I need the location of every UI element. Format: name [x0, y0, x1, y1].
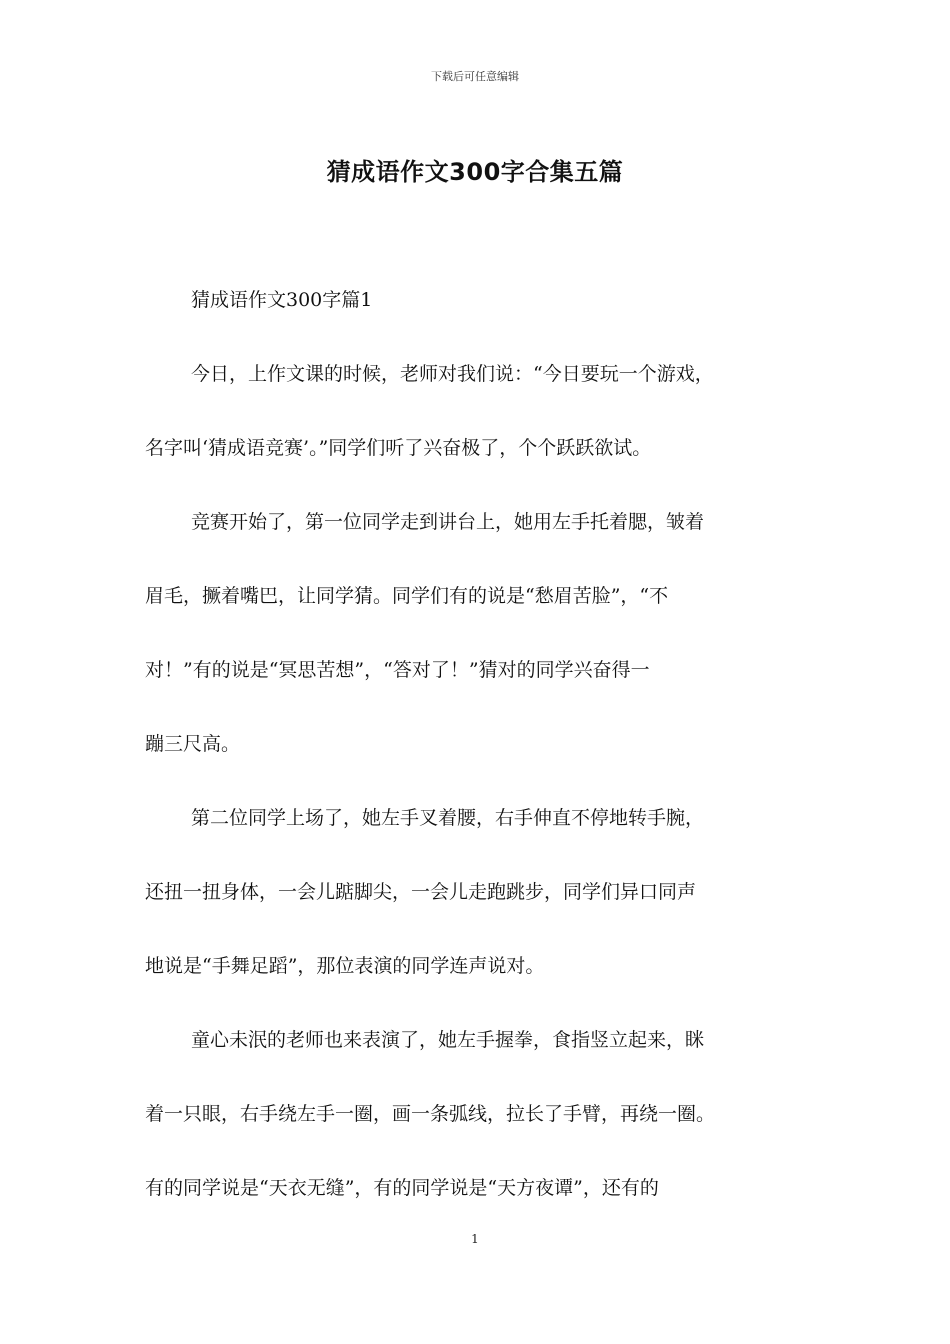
paragraph-line: 蹦三尺高。 [145, 733, 241, 755]
paragraph-line: 对！”有的说是“冥思苦想”，“答对了！”猜对的同学兴奋得一 [145, 659, 650, 681]
paragraph-line: 名字叫‘猜成语竞赛’。”同学们听了兴奋极了，个个跃跃欲试。 [145, 437, 652, 459]
paragraph-line: 有的同学说是“天衣无缝”，有的同学说是“天方夜谭”，还有的 [145, 1177, 659, 1199]
document-title: 猜成语作文300字合集五篇 [326, 158, 624, 186]
section-heading: 猜成语作文300字篇1 [191, 289, 373, 311]
paragraph-line: 还扭一扭身体，一会儿踮脚尖，一会儿走跑跳步，同学们异口同声 [145, 881, 697, 903]
document-body [145, 282, 810, 1244]
paragraph-line: 竞赛开始了，第一位同学走到讲台上，她用左手托着腮，皱着 [191, 511, 705, 533]
paragraph-line: 童心未泯的老师也来表演了，她左手握拳，食指竖立起来，眯 [191, 1029, 705, 1051]
paragraph-line: 地说是“手舞足蹈”，那位表演的同学连声说对。 [145, 955, 545, 977]
paragraph-line: 第二位同学上场了，她左手叉着腰，右手伸直不停地转手腕， [191, 807, 705, 829]
paragraph-line: 着一只眼，右手绕左手一圈，画一条弧线，拉长了手臂，再绕一圈。 [145, 1103, 716, 1125]
header-note: 下载后可任意编辑 [431, 70, 519, 83]
paragraph-line: 眉毛，撅着嘴巴，让同学猜。同学们有的说是“愁眉苦脸”，“不 [145, 585, 669, 607]
paragraph-line: 今日，上作文课的时候，老师对我们说：“今日要玩一个游戏， [191, 363, 714, 385]
page-number: 1 [471, 1232, 479, 1246]
